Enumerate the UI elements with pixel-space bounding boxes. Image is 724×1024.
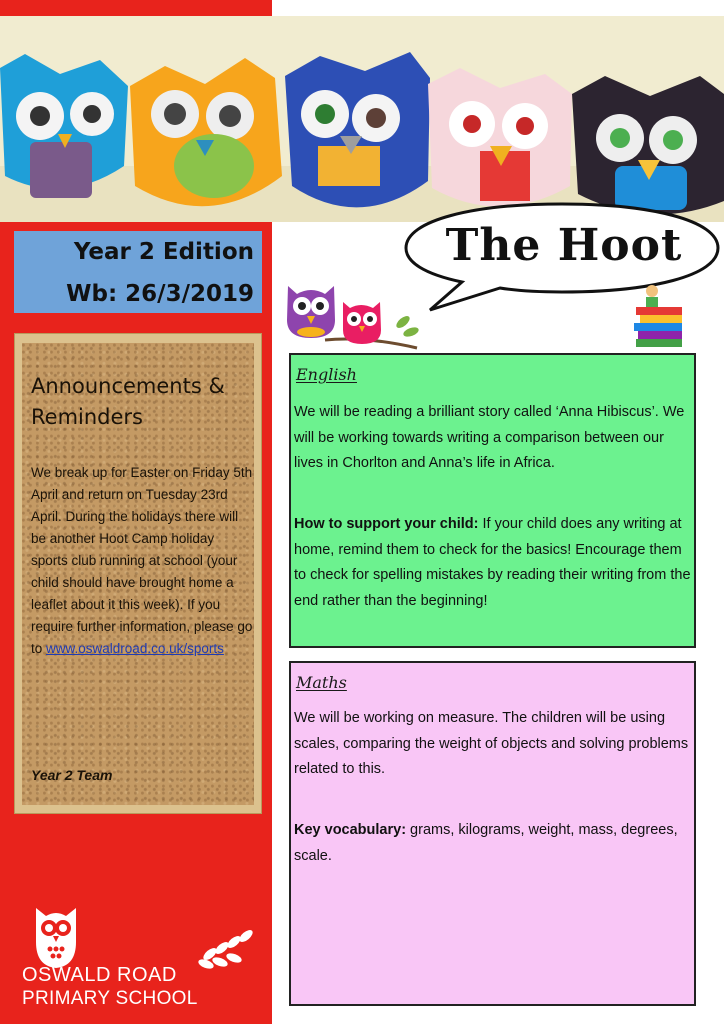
sports-club-link[interactable]: www.oswaldroad.co.uk/sports [46,641,224,656]
edition-box [14,231,262,313]
english-support-text: If your child does any writing at home, remind them to check for the basics! Encourage them to check for spelling mistakes by reading their writing from the end rather than the beginning! [294,516,691,609]
english-support [294,512,692,614]
maths-paragraph: We will be working on measure. The children will be using scales, comparing the weight of objects and solving problems related to this. [294,710,689,777]
maths-vocab-text: grams, kilograms, weight, mass, degrees, scale. [294,822,678,864]
announcements-title: Announcements & Reminders [31,374,225,429]
school-name-line1: OSWALD ROAD [22,964,177,986]
english-panel [289,353,696,648]
maths-panel [289,661,696,1006]
owls-on-branch-icon [285,278,425,356]
owl-logo-icon [22,902,262,972]
maths-heading: Maths [296,673,347,692]
maths-vocabulary [294,818,692,869]
laurel-leaves-icon [197,928,255,971]
english-paragraph: We will be reading a brilliant story called ‘Anna Hibiscus’. We will be working towards writing a comparison between our lives in Chorlton and Anna’s life in Africa. [294,404,685,471]
english-support-label: How to support your child: [294,516,479,532]
edition-week: Wb: 26/3/2019 [66,281,254,307]
felt-owls-image [0,16,724,222]
edition-year: Year 2 Edition [73,239,254,265]
school-name-line2: PRIMARY SCHOOL [22,988,198,1009]
announcements-sign-off: Year 2 Team [31,767,113,783]
owl-photo-banner [0,16,724,222]
english-heading: English [296,365,357,384]
book-stack-icon [632,283,688,353]
newsletter-title: The Hoot [445,220,683,271]
maths-vocab-label: Key vocabulary: [294,822,407,838]
announcements-body [31,462,253,660]
announcements-text: We break up for Easter on Friday 5th April and return on Tuesday 23rd April. During the holidays there will be another Hoot Camp holiday sports club running at school (your child should have brought home a leaflet about it this week). If you require further information, please go to [31,465,253,656]
